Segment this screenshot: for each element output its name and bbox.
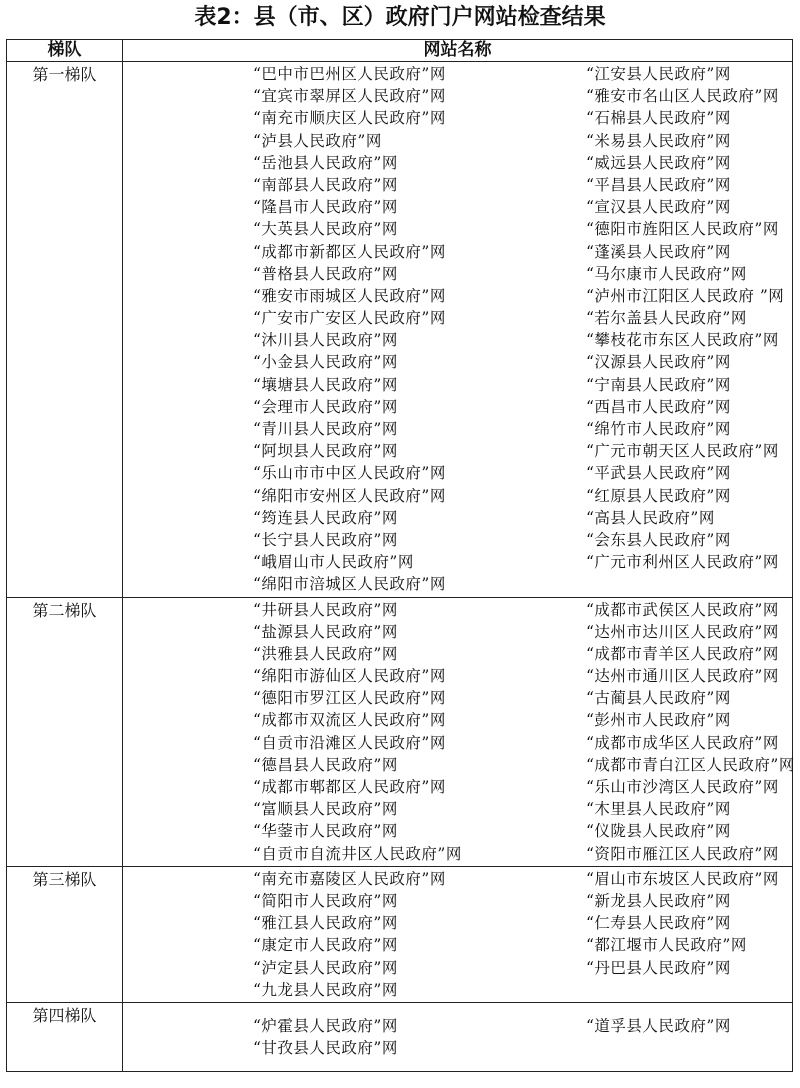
site-name: “若尔盖县人民政府”网	[586, 309, 747, 328]
tier-row	[7, 597, 793, 866]
site-name: “泸县人民政府”网	[253, 131, 382, 150]
site-name: “岳池县人民政府”网	[253, 153, 398, 172]
site-name: “自贡市自流井区人民政府”网	[253, 844, 462, 863]
site-name: “丹巴县人民政府”网	[586, 958, 731, 977]
site-name: “绵阳市游仙区人民政府”网	[253, 667, 446, 686]
site-name: “江安县人民政府”网	[586, 65, 731, 83]
table-body	[7, 62, 793, 1072]
site-name: “盐源县人民政府”网	[253, 622, 398, 641]
site-name: “广元市朝天区人民政府”网	[586, 442, 779, 461]
site-name: “威远县人民政府”网	[586, 153, 731, 172]
site-name: “康定市人民政府”网	[253, 936, 398, 955]
tier-row	[7, 866, 793, 1002]
site-name: “成都市武侯区人民政府”网	[586, 600, 779, 619]
site-name: “峨眉山市人民政府”网	[253, 553, 414, 572]
site-name: “宜宾市翠屏区人民政府”网	[253, 87, 446, 106]
site-name: “新龙县人民政府”网	[586, 891, 731, 910]
site-column-left	[253, 1015, 586, 1059]
site-name: “达州市通川区人民政府”网	[586, 667, 779, 686]
header-tier: 梯队	[7, 40, 123, 62]
tier-sites	[123, 1002, 793, 1071]
site-columns	[123, 62, 792, 597]
site-name: “广安市广安区人民政府”网	[253, 309, 446, 328]
tier-name: 第四梯队	[7, 1002, 123, 1071]
site-name: “红原县人民政府”网	[586, 486, 731, 505]
site-name: “都江堰市人民政府”网	[586, 936, 747, 955]
tier-row	[7, 1002, 793, 1071]
site-name: “仪陇县人民政府”网	[586, 822, 731, 841]
header-sites: 网站名称	[123, 40, 793, 62]
tier-name: 第三梯队	[7, 866, 123, 1002]
site-name: “雅江县人民政府”网	[253, 914, 398, 933]
site-name: “壤塘县人民政府”网	[253, 375, 398, 394]
site-name: “成都市郫都区人民政府”网	[253, 778, 446, 796]
site-name: “米易县人民政府”网	[586, 131, 731, 150]
site-name: “南充市嘉陵区人民政府”网	[253, 869, 446, 888]
site-name: “雅安市名山区人民政府”网	[586, 87, 779, 106]
tier-sites	[123, 597, 793, 866]
site-column-right	[586, 1015, 800, 1059]
site-name: “筠连县人民政府”网	[253, 508, 398, 527]
site-name: “攀枝花市东区人民政府”网	[586, 331, 779, 350]
site-name: “汉源县人民政府”网	[586, 353, 731, 372]
site-column-right	[586, 868, 800, 1001]
site-column-left	[253, 599, 586, 865]
site-name: “高县人民政府”网	[586, 508, 715, 527]
site-name: “达州市达川区人民政府”网	[586, 622, 779, 641]
site-name: “普格县人民政府”网	[253, 264, 398, 283]
site-name: “平武县人民政府”网	[586, 464, 731, 483]
site-name: “九龙县人民政府”网	[253, 980, 398, 999]
site-name: “南充市顺庆区人民政府”网	[253, 109, 446, 128]
tier-name: 第一梯队	[7, 62, 123, 598]
site-name: “沐川县人民政府”网	[253, 331, 398, 350]
site-name: “西昌市人民政府”网	[586, 397, 731, 416]
site-name: “德阳市旌阳区人民政府”网	[586, 220, 779, 239]
site-name: “资阳市雁江区人民政府”网	[586, 844, 779, 863]
site-name: “炉霍县人民政府”网	[253, 1016, 398, 1035]
site-name: “道孚县人民政府”网	[586, 1016, 731, 1035]
site-name: “彭州市人民政府”网	[586, 711, 731, 730]
site-name: “马尔康市人民政府”网	[586, 264, 747, 283]
site-name: “巴中市巴州区人民政府”网	[253, 65, 446, 83]
site-name: “平昌县人民政府”网	[586, 175, 731, 194]
site-name: “富顺县人民政府”网	[253, 800, 398, 819]
site-name: “自贡市沿滩区人民政府”网	[253, 733, 446, 752]
site-name: “泸州市江阳区人民政府 ”网	[586, 286, 785, 305]
site-name: “洪雅县人民政府”网	[253, 644, 398, 663]
site-name: “蓬溪县人民政府”网	[586, 242, 731, 261]
site-name: “眉山市东坡区人民政府”网	[586, 869, 779, 888]
site-name: “雅安市雨城区人民政府”网	[253, 286, 446, 305]
site-name: “大英县人民政府”网	[253, 220, 398, 239]
site-name: “广元市利州区人民政府”网	[586, 553, 779, 572]
site-name: “古蔺县人民政府”网	[586, 689, 731, 708]
site-name: “石棉县人民政府”网	[586, 109, 731, 128]
header-row	[7, 40, 793, 62]
site-name: “绵竹市人民政府”网	[586, 420, 731, 438]
site-name: “乐山市沙湾区人民政府”网	[586, 778, 779, 796]
site-name: “南部县人民政府”网	[253, 175, 398, 194]
site-name: “绵阳市涪城区人民政府”网	[253, 575, 446, 594]
tier-sites	[123, 62, 793, 598]
site-name: “甘孜县人民政府”网	[253, 1039, 398, 1058]
site-name: “木里县人民政府”网	[586, 800, 731, 819]
tier-row	[7, 62, 793, 598]
site-name: “宣汉县人民政府”网	[586, 198, 731, 217]
site-name: “会东县人民政府”网	[586, 530, 731, 549]
site-name: “长宁县人民政府”网	[253, 530, 398, 549]
tier-name: 第二梯队	[7, 597, 123, 866]
site-column-right	[586, 63, 800, 596]
site-name: “宁南县人民政府”网	[586, 375, 731, 394]
site-name: “青川县人民政府”网	[253, 420, 398, 438]
site-name: “绵阳市安州区人民政府”网	[253, 486, 446, 505]
tier-sites	[123, 866, 793, 1002]
site-name: “简阳市人民政府”网	[253, 891, 398, 910]
site-name: “德昌县人民政府”网	[253, 755, 398, 774]
table-title: 表2：县（市、区）政府门户网站检查结果	[194, 5, 606, 30]
site-name: “小金县人民政府”网	[253, 353, 398, 372]
site-columns	[123, 1003, 792, 1071]
site-columns	[123, 867, 792, 1002]
site-name: “成都市青白江区人民政府”网	[586, 755, 795, 774]
site-name: “会理市人民政府”网	[253, 397, 398, 416]
site-name: “隆昌市人民政府”网	[253, 198, 398, 217]
site-column-left	[253, 868, 586, 1001]
site-name: “仁寿县人民政府”网	[586, 914, 731, 933]
site-column-right	[586, 599, 800, 865]
site-columns	[123, 598, 795, 866]
site-name: “井研县人民政府”网	[253, 600, 398, 619]
results-table	[6, 39, 793, 1072]
site-name: “泸定县人民政府”网	[253, 958, 398, 977]
site-name: “华蓥市人民政府”网	[253, 822, 398, 841]
site-name: “成都市成华区人民政府”网	[586, 733, 779, 752]
site-name: “成都市双流区人民政府”网	[253, 711, 446, 730]
site-name: “阿坝县人民政府”网	[253, 442, 398, 461]
site-column-left	[253, 63, 586, 596]
site-name: “成都市新都区人民政府”网	[253, 242, 446, 261]
site-name: “德阳市罗江区人民政府”网	[253, 689, 446, 708]
site-name: “成都市青羊区人民政府”网	[586, 644, 779, 663]
site-name: “乐山市市中区人民政府”网	[253, 464, 446, 483]
